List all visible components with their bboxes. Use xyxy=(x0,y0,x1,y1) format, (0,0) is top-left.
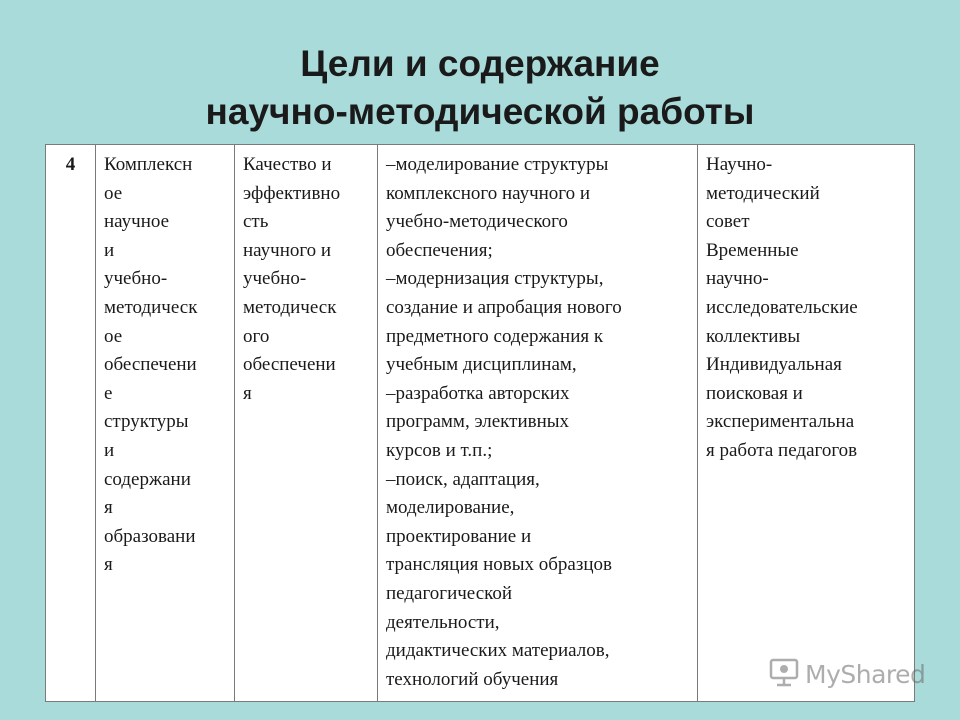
cell-text-line: и xyxy=(104,439,115,461)
cell-text-line: структуры xyxy=(104,411,189,433)
cell-text-line: экспериментальна xyxy=(706,411,855,433)
presentation-board-icon xyxy=(768,656,800,693)
cell-text-line: проектирование и xyxy=(386,525,532,547)
cell-text-line: обеспечения; xyxy=(386,239,493,261)
cell-text-line: я xyxy=(243,382,252,404)
forms-text xyxy=(706,151,908,466)
cell-text-line: сть xyxy=(243,211,269,233)
cell-text-line: я xyxy=(104,554,113,576)
cell-text-line: Временные xyxy=(706,239,799,261)
myshared-watermark xyxy=(768,656,925,692)
goal-text xyxy=(243,151,371,408)
cell-text-line: Индивидуальная xyxy=(706,354,842,376)
cell-text-line: создание и апробация нового xyxy=(386,296,622,318)
cell-text-line: методический xyxy=(706,182,820,204)
cell-text-line: Качество и xyxy=(243,154,332,175)
cell-text-line: ое xyxy=(104,182,123,204)
goal-cell xyxy=(235,145,378,702)
content-text xyxy=(386,151,691,694)
cell-text-line: коллективы xyxy=(706,325,801,347)
cell-text-line: содержани xyxy=(104,468,191,490)
cell-text-line: Комплексн xyxy=(104,154,193,175)
slide-title-line-1: Цели и содержание xyxy=(300,43,660,84)
cell-text-line: образовани xyxy=(104,525,196,547)
cell-text-line: –поиск, адаптация, xyxy=(386,468,540,490)
content-cell xyxy=(378,145,698,702)
cell-text-line: –моделирование структуры xyxy=(386,154,609,175)
direction-text xyxy=(104,151,228,580)
cell-text-line: трансляция новых образцов xyxy=(386,554,613,576)
cell-text-line: –модернизация структуры, xyxy=(386,268,604,290)
table-row xyxy=(46,145,915,702)
cell-text-line: е xyxy=(104,382,113,404)
slide-title-line-2: научно-методической работы xyxy=(205,91,755,132)
cell-text-line: научно- xyxy=(706,268,769,290)
cell-text-line: дидактических материалов, xyxy=(386,640,610,662)
cell-text-line: технологий обучения xyxy=(386,668,559,690)
cell-text-line: поисковая и xyxy=(706,382,803,404)
cell-text-line: научное xyxy=(104,211,170,233)
cell-text-line: моделирование, xyxy=(386,497,515,519)
cell-text-line: исследовательские xyxy=(706,296,858,318)
cell-text-line: я xyxy=(104,497,113,519)
row-number-cell xyxy=(46,145,96,702)
cell-text-line: совет xyxy=(706,211,750,233)
cell-text-line: ого xyxy=(243,325,270,347)
watermark-text: MyShared xyxy=(805,659,926,689)
cell-text-line: программ, элективных xyxy=(386,411,570,433)
cell-text-line: курсов и т.п.; xyxy=(386,439,493,461)
cell-text-line: предметного содержания к xyxy=(386,325,604,347)
content-table xyxy=(45,144,915,702)
cell-text-line: учебно- xyxy=(104,268,168,290)
cell-text-line: обеспечени xyxy=(104,354,197,376)
row-number: 4 xyxy=(65,154,76,175)
cell-text-line: научного и xyxy=(243,239,332,261)
cell-text-line: комплексного научного и xyxy=(386,182,591,204)
cell-text-line: обеспечени xyxy=(243,354,336,376)
cell-text-line: эффективно xyxy=(243,182,341,204)
cell-text-line: –разработка авторских xyxy=(386,382,570,404)
cell-text-line: я работа педагогов xyxy=(706,439,858,461)
forms-cell xyxy=(698,145,915,702)
cell-text-line: и xyxy=(104,239,115,261)
cell-text-line: учебным дисциплинам, xyxy=(386,354,577,376)
cell-text-line: деятельности, xyxy=(386,611,500,633)
cell-text-line: учебно- xyxy=(243,268,307,290)
slide-title xyxy=(0,40,960,136)
cell-text-line: учебно-методического xyxy=(386,211,568,233)
cell-text-line: Научно- xyxy=(706,154,773,175)
cell-text-line: педагогической xyxy=(386,582,513,604)
cell-text-line: методическ xyxy=(243,296,337,318)
cell-text-line: методическ xyxy=(104,296,198,318)
direction-cell xyxy=(96,145,235,702)
cell-text-line: ое xyxy=(104,325,123,347)
